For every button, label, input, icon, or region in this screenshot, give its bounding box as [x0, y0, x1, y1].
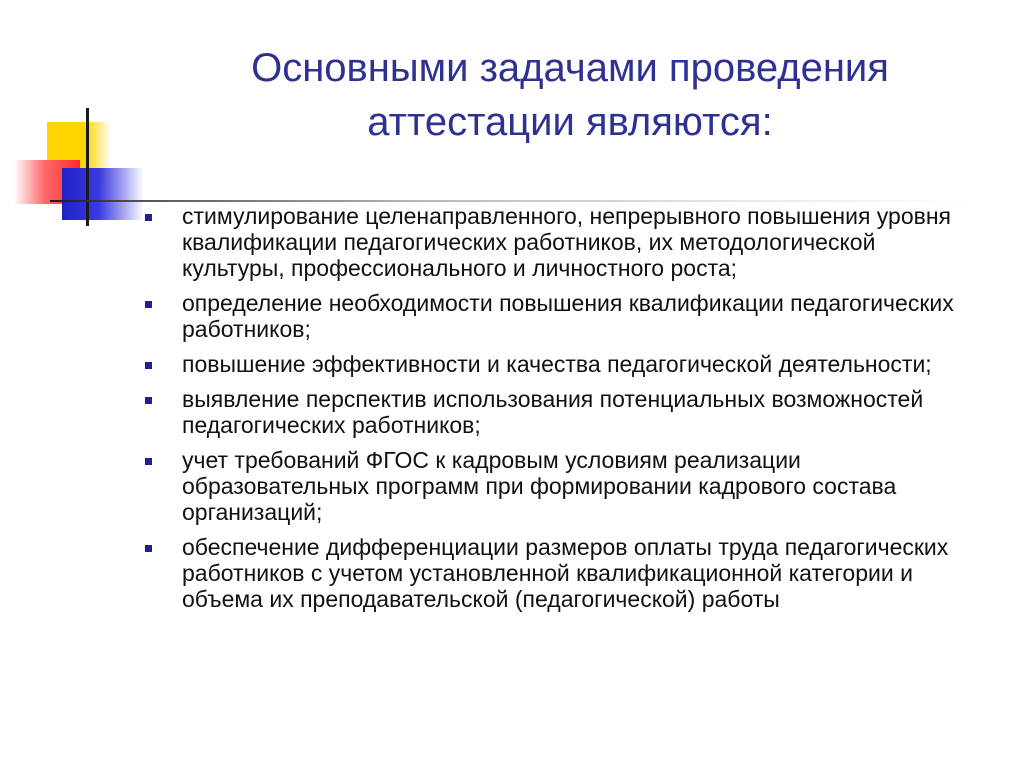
vertical-line-decoration — [86, 108, 89, 226]
title-divider-line — [50, 200, 980, 202]
square-bullet-icon — [145, 214, 152, 221]
bullet-item — [142, 534, 972, 612]
square-bullet-icon — [145, 301, 152, 308]
blue-square-decoration — [62, 168, 144, 220]
slide-title — [150, 41, 990, 149]
bullet-text: обеспечение дифференциации размеров оплаты труда педагогических работников с учетом установленной квалификационной категории и объема их преподавательской (педагогической) работы — [182, 534, 949, 612]
bullet-text: выявление перспектив использования потенциальных возможностей педагогических работников; — [182, 386, 924, 438]
slide-title-line-1: Основными задачами проведения — [251, 45, 889, 90]
bullet-text: стимулирование целенаправленного, непрерывного повышения уровня квалификации педагогических работников, их методологической культуры, профессионального и личностного роста; — [182, 203, 951, 281]
square-bullet-icon — [145, 458, 152, 465]
bullet-item — [142, 290, 972, 342]
bullet-item — [142, 203, 972, 281]
bullet-text: определение необходимости повышения квалификации педагогических работников; — [182, 290, 954, 342]
bullet-item — [142, 386, 972, 438]
bullet-text: повышение эффективности и качества педагогической деятельности; — [182, 351, 932, 377]
square-bullet-icon — [145, 397, 152, 404]
slide-title-line-2: аттестации являются: — [367, 99, 773, 144]
bullet-item — [142, 351, 972, 377]
square-bullet-icon — [145, 362, 152, 369]
bullet-list — [142, 203, 972, 621]
bullet-item — [142, 447, 972, 525]
square-bullet-icon — [145, 545, 152, 552]
decorative-logo — [0, 0, 160, 240]
bullet-text: учет требований ФГОС к кадровым условиям реализации образовательных программ при формировании кадрового состава организаций; — [182, 447, 897, 525]
